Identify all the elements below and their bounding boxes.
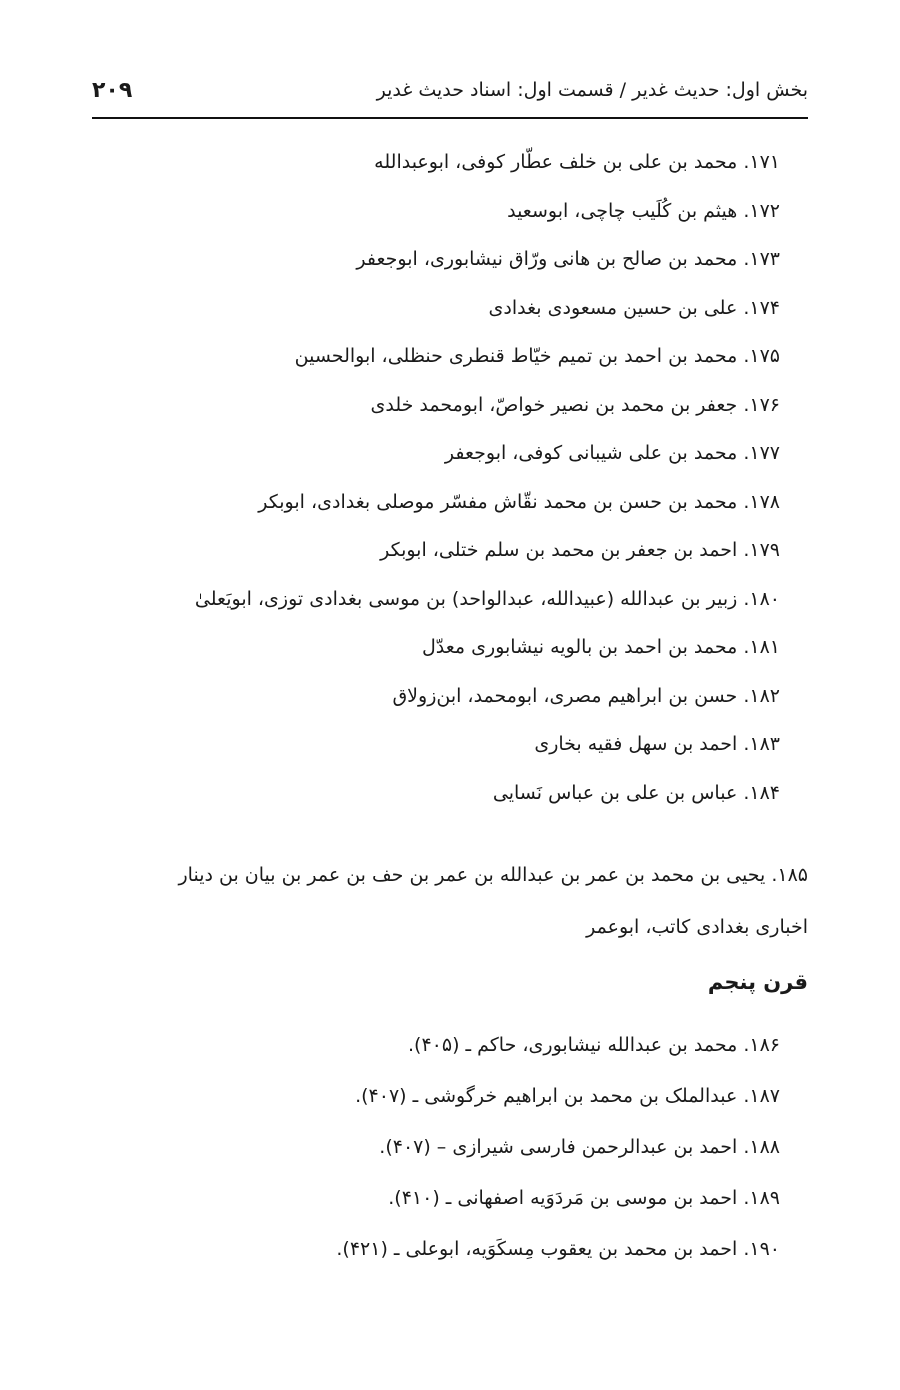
- list-item: ۱۷۷. محمد بن علی شیبانی کوفی، ابوجعفر: [444, 442, 780, 464]
- list-item: ۱۷۹. احمد بن جعفر بن محمد بن سلم ختلی، ابوبکر: [380, 539, 780, 561]
- list-item: ۱۸۶. محمد بن عبدالله نیشابوری، حاکم ـ (۴۰۵).: [407, 1034, 780, 1056]
- list-item-185: [92, 849, 808, 953]
- list-item: ۱۸۴. عباس بن علی بن عباس نَسایی: [492, 781, 780, 804]
- running-title: بخش اول: حدیث غدیر / قسمت اول: اسناد حدیث غدیر: [376, 79, 808, 101]
- list-item: ۱۷۳. محمد بن صالح بن هانی ورّاق نیشابوری، ابوجعفر: [356, 248, 780, 270]
- section-heading: قرن پنجم: [707, 970, 808, 994]
- list-item: ۱۹۰. احمد بن محمد بن یعقوب مِسکَوَیه، ابوعلی ـ (۴۲۱).: [336, 1238, 780, 1260]
- list-item: ۱۸۱. محمد بن احمد بن بالویه نیشابوری معدّل: [421, 636, 780, 658]
- list-item: ۱۷۸. محمد بن حسن بن محمد نقّاش مفسّر موصلی بغدادی، ابوبکر: [258, 490, 780, 513]
- list-item: ۱۷۶. جعفر بن محمد بن نصیر خواصّ، ابومحمد خلدی: [370, 393, 780, 416]
- fifth-century-list: [80, 1020, 780, 1275]
- list-item: ۱۸۰. زبیر بن عبدالله (عبیدالله، عبدالواحد) بن موسی بغدادی توزی، ابویَعلیٰ: [194, 587, 780, 610]
- page-number: ۲۰۹: [92, 77, 133, 103]
- list-item: ۱۷۱. محمد بن علی بن خلف عطّار کوفی، ابوعبدالله: [374, 151, 780, 173]
- list-item-185-line2: اخباری بغدادی کاتب، ابوعمر: [586, 916, 808, 938]
- list-item: ۱۷۲. هیثم بن کُلَیب چاچی، ابوسعید: [507, 199, 780, 222]
- list-item: ۱۷۵. محمد بن احمد بن تمیم خیّاط قنطری حنظلی، ابوالحسین: [294, 345, 780, 367]
- list-item: ۱۷۴. علی بن حسین مسعودی بغدادی: [488, 296, 780, 319]
- list-item-185-line1: ۱۸۵. یحیی بن محمد بن عمر بن عبدالله بن عمر بن حف بن عمر بن بیان بن دینار: [178, 864, 808, 886]
- list-item: ۱۸۲. حسن بن ابراهیم مصری، ابومحمد، ابن‌زولاق: [392, 684, 780, 707]
- page-header: [92, 70, 808, 110]
- list-item: ۱۸۸. احمد بن عبدالرحمن فارسی شیرازی – (۴۰۷).: [379, 1136, 780, 1158]
- header-rule: [92, 117, 808, 119]
- narrator-list: [80, 138, 780, 817]
- list-item: ۱۸۳. احمد بن سهل فقیه بخاری: [534, 733, 780, 755]
- list-item: ۱۸۹. احمد بن موسی بن مَردَوَیه اصفهانی ـ (۴۱۰).: [388, 1187, 780, 1209]
- list-item: ۱۸۷. عبدالملک بن محمد بن ابراهیم خرگوشی ـ (۴۰۷).: [355, 1085, 780, 1107]
